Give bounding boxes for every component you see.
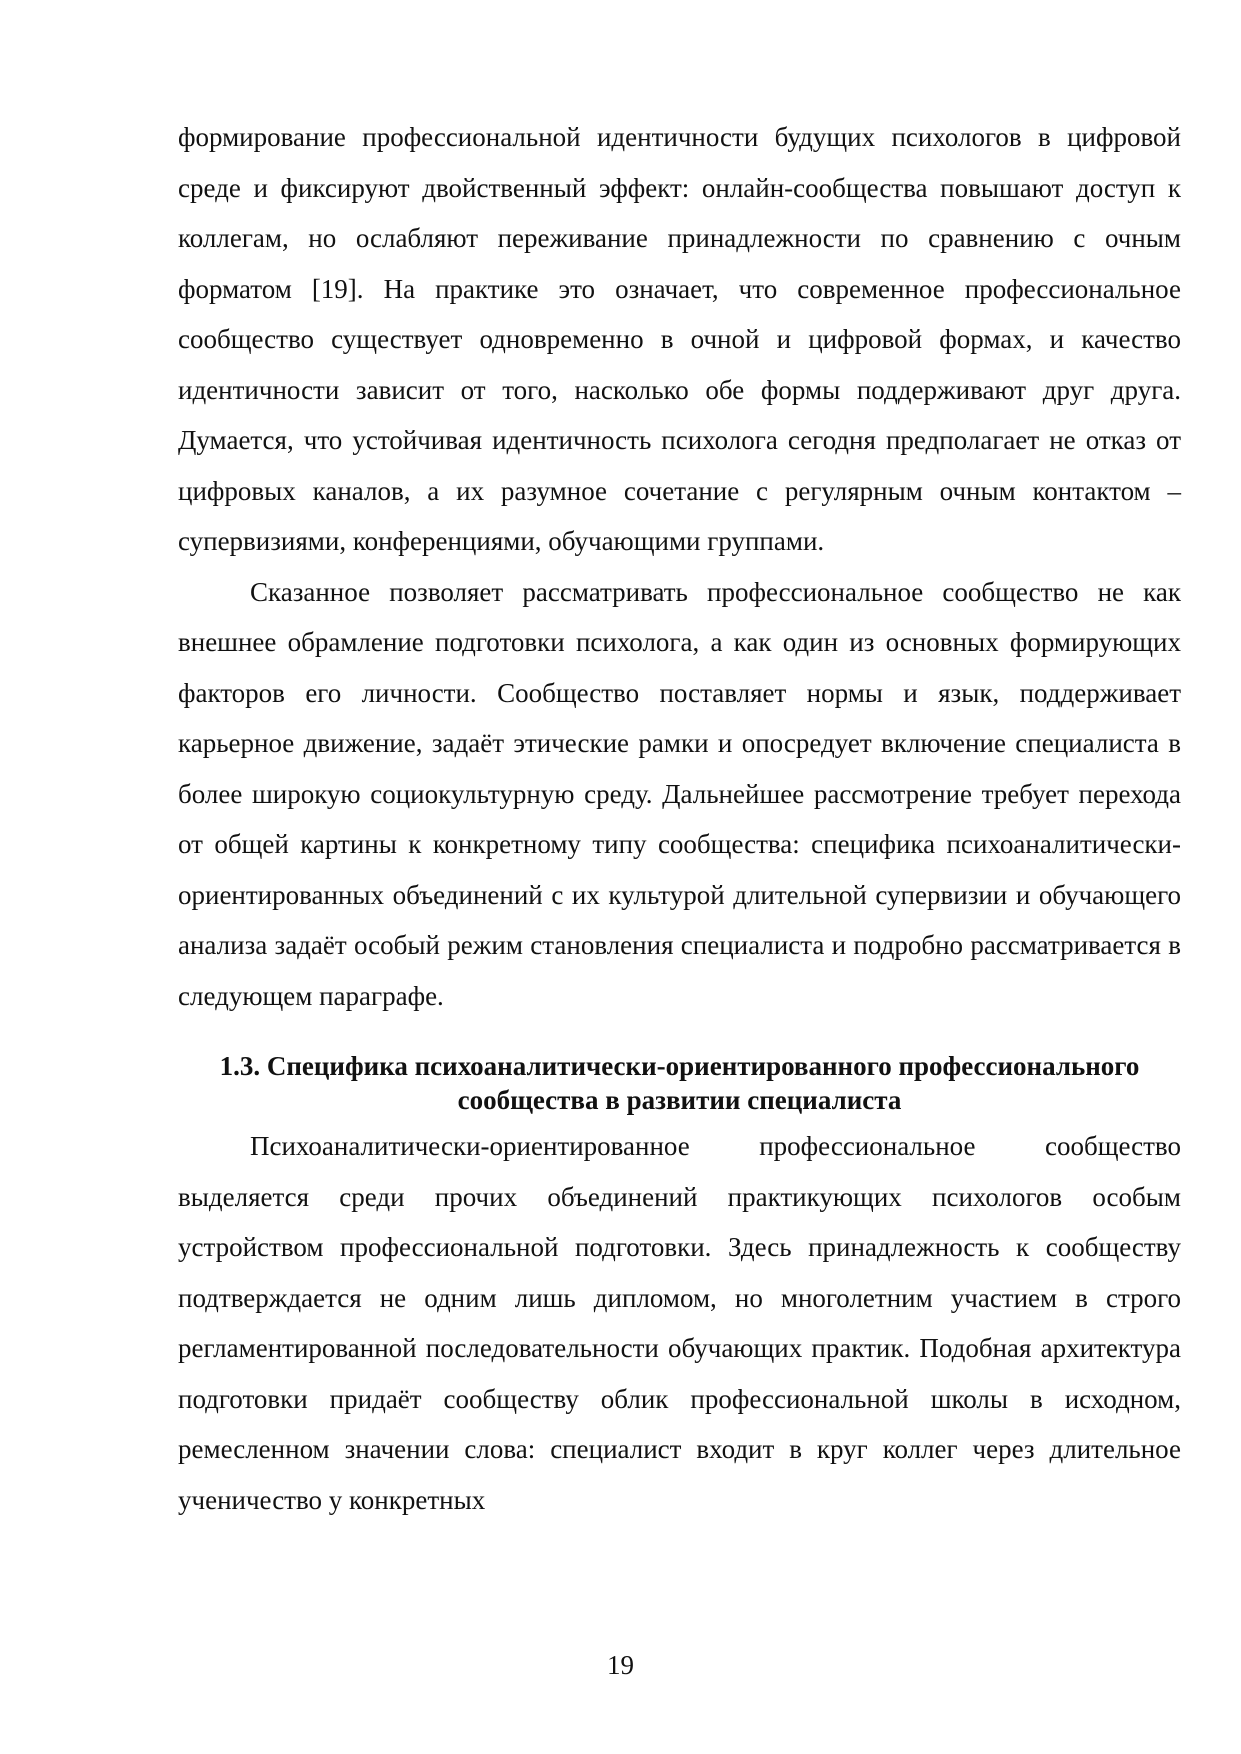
section-heading: 1.3. Специфика психоаналитически-ориентированного профессионального сообщества в развитии специалиста [219, 1051, 1140, 1115]
page-number: 19 [607, 1650, 634, 1680]
paragraph-section-intro: Психоаналитически-ориентированное профессиональное сообщество выделяется среди прочих объединений практикующих психологов особым устройством профессиональной подготовки. Здесь принадлежность к сообществу подтверждается не одним лишь дипломом, но многолетним участием в строго регламентированной последовательности обучающих практик. Подобная архитектура подготовки придаёт сообществу облик профессиональной школы в исходном, ремесленном значении слова: специалист входит в круг коллег через длительное ученичество у конкретных [178, 1131, 1181, 1515]
page-content [178, 112, 1181, 1525]
paragraph-summary: Сказанное позволяет рассматривать профессиональное сообщество не как внешнее обрамление подготовки психолога, а как один из основных формирующих факторов его личности. Сообщество поставляет нормы и язык, поддерживает карьерное движение, задаёт этические рамки и опосредует включение специалиста в более широкую социокультурную среду. Дальнейшее рассмотрение требует перехода от общей картины к конкретному типу сообщества: специфика психоаналитически-ориентированных объединений с их культурой длительной супервизии и обучающего анализа задаёт особый режим становления специалиста и подробно рассматривается в следующем параграфе. [178, 576, 1181, 1011]
paragraph-continuation: формирование профессиональной идентичности будущих психологов в цифровой среде и фиксируют двойственный эффект: онлайн-сообщества повышают доступ к коллегам, но ослабляют переживание принадлежности по сравнению с очным форматом [19]. На практике это означает, что современное профессиональное сообщество существует одновременно в очной и цифровой формах, и качество идентичности зависит от того, насколько обе формы поддерживают друг друга. Думается, что устойчивая идентичность психолога сегодня предполагает не отказ от цифровых каналов, а их разумное сочетание с регулярным очным контактом – супервизиями, конференциями, обучающими группами. [178, 122, 1181, 556]
